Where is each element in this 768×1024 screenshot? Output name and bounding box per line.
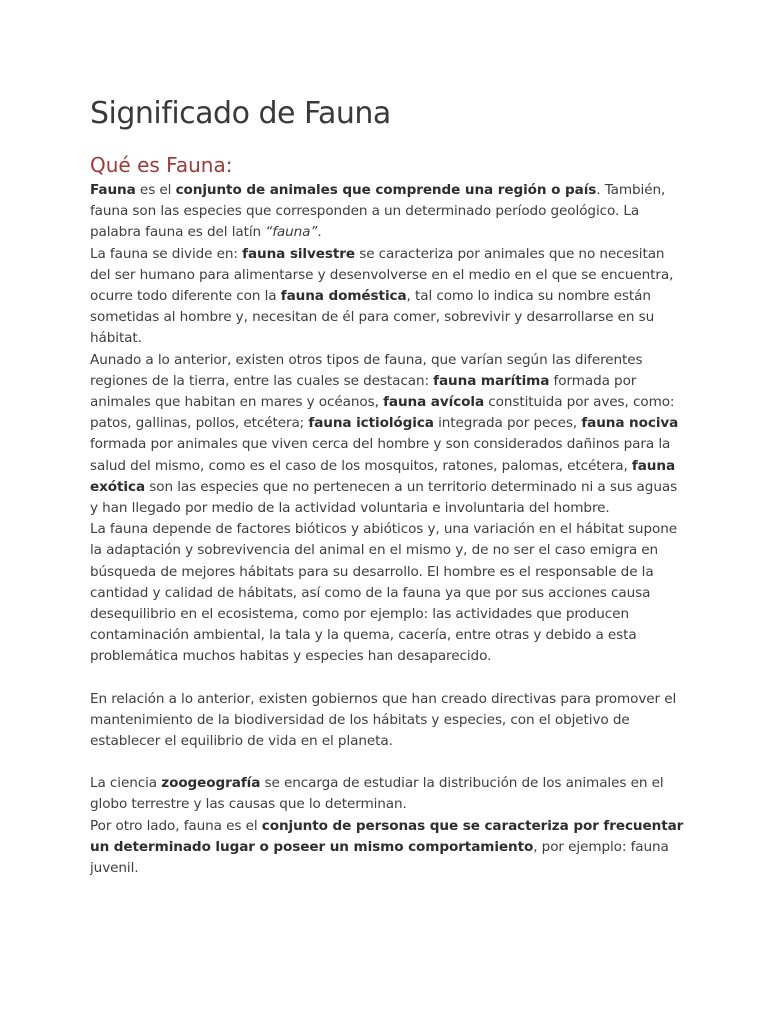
paragraph-3 [90, 350, 686, 520]
bold-term: conjunto de personas que se caracteriza por frecuentar un determinado lugar o poseer un mismo comportamiento [90, 817, 684, 855]
text-run: La fauna se divide en: [90, 245, 243, 262]
bold-term: fauna marítima [433, 372, 550, 389]
text-run: se caracteriza por animales que no necesitan del ser humano para alimentarse y desenvolverse en el medio en el que se encuentra, ocurre todo diferente con la [90, 245, 674, 305]
bold-term: Fauna [90, 182, 136, 198]
bold-term: fauna ictiológica [308, 415, 434, 432]
bold-term: fauna exótica [90, 457, 676, 495]
paragraph-7 [90, 816, 686, 880]
text-run: La fauna depende de factores bióticos y abióticos y, una variación en el hábitat supone la adaptación y sobrevivencia del animal en el mismo y, de no ser el caso emigra en búsqueda de mejores hábitats para su desarrollo. El hombre es el responsable de la cantidad y calidad de hábitats, así como de la fauna ya que por sus acciones causa desequilibrio en el ecosistema, como por ejemplo: las actividades que producen contaminación ambiental, la tala y la quema, cacería, entre otras y debido a esta problemática muchos habitas y especies han desaparecido. [90, 521, 677, 665]
paragraph-4 [90, 519, 686, 667]
bold-term: conjunto de animales que comprende una región o país [175, 182, 597, 198]
text-run: son las especies que no pertenecen a un territorio determinado ni a sus aguas y han llegado por medio de la actividad voluntaria e involuntaria del hombre. [90, 478, 678, 517]
article [90, 92, 686, 879]
text-run: Aunado a lo anterior, existen otros tipos de fauna, que varían según las diferentes regiones de la tierra, entre las cuales se destacan: [90, 351, 643, 389]
text-run: En relación a lo anterior, existen gobiernos que han creado directivas para promover el mantenimiento de la biodiversidad de los hábitats y especies, con el objetivo de establecer el equilibrio de vida en el planeta. [90, 690, 677, 750]
bold-term: fauna avícola [383, 394, 485, 411]
text-run: formada por animales que viven cerca del hombre y son considerados dañinos para la salud del mismo, como es el caso de los mosquitos, ratones, palomas, etcétera, [90, 436, 671, 474]
article-body [90, 180, 686, 879]
page-title: Significado de Fauna [90, 96, 391, 131]
italic-term: “fauna” [265, 224, 318, 241]
text-run: , tal como lo indica su nombre están sometidas al hombre y, necesitan de él para comer, sobrevivir y desarrollarse en su hábitat. [90, 288, 655, 347]
section-heading: Qué es Fauna: [90, 153, 233, 177]
bold-term: fauna silvestre [242, 245, 355, 262]
text-run: integrada por peces, [433, 415, 582, 432]
text-run: . También, fauna son las especies que corresponden a un determinado período geológico. La palabra fauna es del latín [90, 182, 666, 241]
text-run: se encarga de estudiar la distribución de los animales en el globo terrestre y las causas que lo determinan. [90, 775, 664, 813]
text-run: formada por animales que habitan en mares y océanos, [90, 372, 637, 411]
text-run: La ciencia [90, 775, 162, 792]
text-run: . [317, 224, 322, 241]
bold-term: fauna doméstica [280, 288, 407, 305]
text-run: Por otro lado, fauna es el [90, 817, 262, 834]
paragraph-1 [90, 180, 686, 244]
paragraph-2 [90, 244, 686, 350]
bold-term: fauna nociva [581, 415, 679, 432]
paragraph-5 [90, 689, 686, 753]
text-run: , por ejemplo: fauna juvenil. [90, 838, 669, 877]
bold-term: zoogeografía [161, 775, 261, 792]
paragraph-6 [90, 773, 686, 815]
text-run: es el [135, 182, 176, 198]
text-run: constituida por aves, como: patos, gallinas, pollos, etcétera; [90, 394, 675, 432]
